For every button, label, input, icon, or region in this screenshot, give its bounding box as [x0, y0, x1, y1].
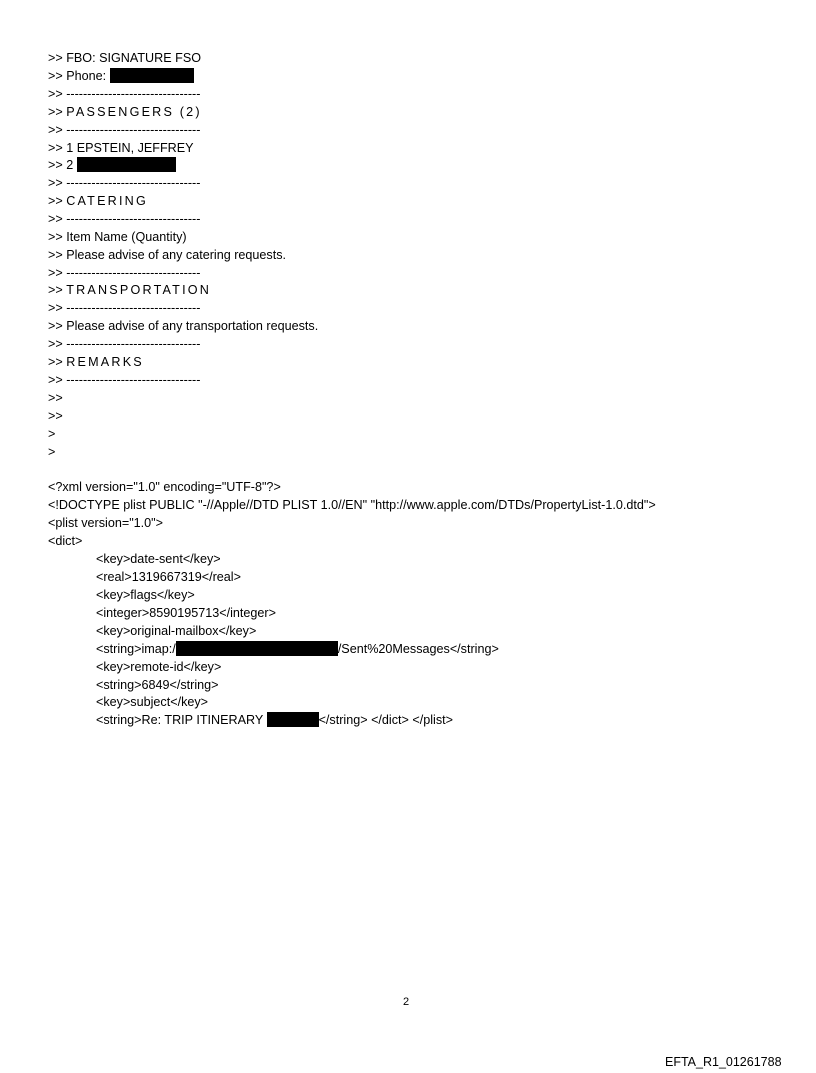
passengers-heading-line: [48, 104, 202, 120]
key-flags: <key>flags</key>: [96, 588, 195, 602]
passenger-2-line: [48, 157, 176, 173]
key-subject: <key>subject</key>: [96, 695, 209, 709]
key-remote-id: <key>remote-id</key>: [96, 660, 222, 674]
passenger-2-redaction: [77, 157, 176, 172]
separator-line: >> --------------------------------: [48, 212, 201, 226]
real-value: <real>1319667319</real>: [96, 570, 241, 584]
catering-heading: CATERING: [66, 194, 148, 208]
key-date-sent: <key>date-sent</key>: [96, 552, 221, 566]
fbo-line: >> FBO: SIGNATURE FSO: [48, 51, 202, 65]
passengers-heading: PASSENGERS (2): [66, 105, 202, 119]
separator-line: >> --------------------------------: [48, 87, 201, 101]
subject-prefix: <string>Re: TRIP ITINERARY: [96, 713, 267, 727]
quote-marker-line: >: [48, 445, 56, 459]
quote-marker-line: >>: [48, 391, 63, 405]
quote-marker-line: >: [48, 427, 56, 441]
phone-line: [48, 68, 194, 84]
separator-line: >> --------------------------------: [48, 123, 201, 137]
phone-label: >> Phone:: [48, 69, 110, 83]
transportation-heading-line: [48, 282, 211, 298]
separator-line: >> --------------------------------: [48, 373, 201, 387]
mailbox-suffix: /Sent%20Messages</string>: [337, 642, 499, 656]
remote-id-value: <string>6849</string>: [96, 678, 219, 692]
remarks-heading-line: [48, 354, 144, 370]
key-original-mailbox: <key>original-mailbox</key>: [96, 624, 257, 638]
subject-string-line: [96, 712, 453, 728]
heading-prefix: >>: [48, 355, 67, 369]
xml-declaration: <?xml version="1.0" encoding="UTF-8"?>: [48, 480, 281, 494]
mailbox-prefix: <string>imap:/: [96, 642, 176, 656]
page-number: 2: [403, 996, 410, 1008]
integer-value: <integer>8590195713</integer>: [96, 606, 276, 620]
quote-marker-line: >>: [48, 409, 63, 423]
dict-open: <dict>: [48, 534, 83, 548]
phone-redaction: [110, 68, 194, 83]
passenger-1-line: >> 1 EPSTEIN, JEFFREY: [48, 141, 194, 155]
catering-advice-line: >> Please advise of any catering requests.: [48, 248, 287, 262]
plist-open: <plist version="1.0">: [48, 516, 164, 530]
remarks-heading: REMARKS: [66, 355, 144, 369]
heading-prefix: >>: [48, 105, 67, 119]
transportation-advice-line: >> Please advise of any transportation requests.: [48, 319, 319, 333]
separator-line: >> --------------------------------: [48, 301, 201, 315]
subject-redaction: [267, 712, 319, 727]
separator-line: >> --------------------------------: [48, 176, 201, 190]
passenger-2-label: >> 2: [48, 158, 77, 172]
subject-suffix: </string> </dict> </plist>: [318, 713, 453, 727]
mailbox-string-line: [96, 641, 499, 657]
catering-item-line: >> Item Name (Quantity): [48, 230, 187, 244]
mailbox-redaction: [176, 641, 338, 656]
separator-line: >> --------------------------------: [48, 337, 201, 351]
transportation-heading: TRANSPORTATION: [66, 283, 212, 297]
catering-heading-line: [48, 193, 148, 209]
separator-line: >> --------------------------------: [48, 266, 201, 280]
bates-number: EFTA_R1_01261788: [665, 1055, 782, 1069]
heading-prefix: >>: [48, 194, 67, 208]
doctype-line: <!DOCTYPE plist PUBLIC "-//Apple//DTD PLIST 1.0//EN" "http://www.apple.com/DTDs/PropertyList-1.0.dtd">: [48, 498, 656, 512]
heading-prefix: >>: [48, 283, 67, 297]
